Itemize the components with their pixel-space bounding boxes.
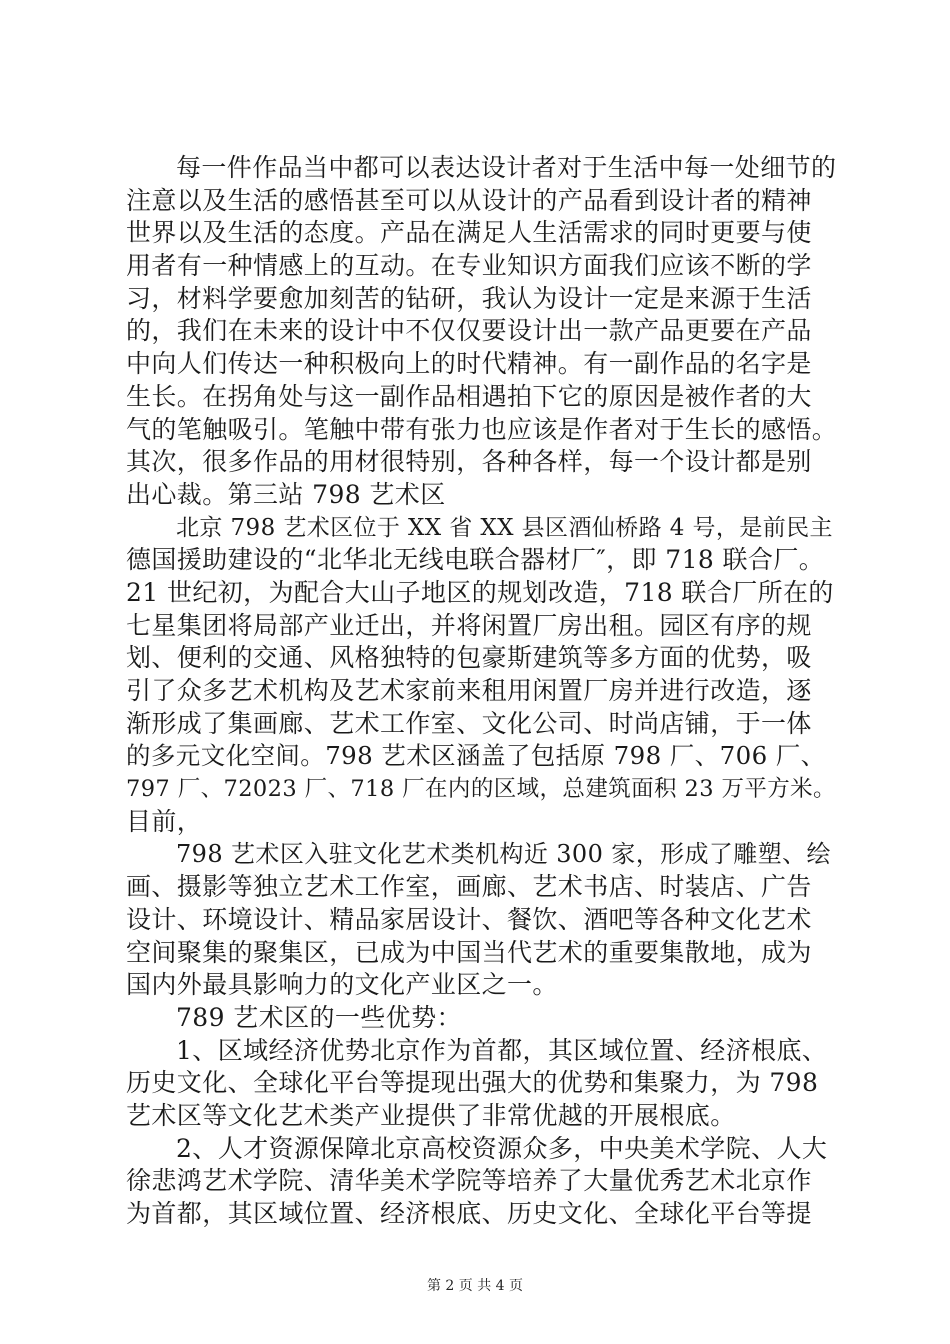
text-line: 798 艺术区入驻文化艺术类机构近 300 家，形成了雕塑、绘	[176, 840, 831, 869]
text-line: 生长。在拐角处与这一副作品相遇拍下它的原因是被作者的大	[126, 381, 812, 411]
text-line: 21 世纪初，为配合大山子地区的规划改造，718 联合厂所在的	[126, 577, 834, 607]
text-line: 设计、环境设计、精品家居设计、餐饮、酒吧等各种文化艺术	[126, 904, 812, 934]
text-line: 世界以及生活的态度。产品在满足人生活需求的同时更要与使	[126, 218, 812, 248]
text-line: 气的笔触吸引。笔触中带有张力也应该是作者对于生长的感悟。	[126, 414, 838, 444]
text-line: 国内外最具影响力的文化产业区之一。	[126, 970, 558, 1000]
text-line: 七星集团将局部产业迁出，并将闲置厂房出租。园区有序的规	[126, 610, 812, 640]
text-line: 习，材料学要愈加刻苦的钻研，我认为设计一定是来源于生活	[126, 283, 812, 313]
text-line: 历史文化、全球化平台等提现出强大的优势和集聚力，为 798	[126, 1068, 819, 1098]
text-line: 其次，很多作品的用材很特别，各种各样，每一个设计都是别	[126, 447, 812, 477]
text-line: 中向人们传达一种积极向上的时代精神。有一副作品的名字是	[126, 349, 812, 379]
text-line: 每一件作品当中都可以表达设计者对于生活中每一处细节的	[176, 153, 837, 182]
page-number-footer: 第 2 页 共 4 页	[426, 1278, 524, 1294]
text-line: 画、摄影等独立艺术工作室，画廊、艺术书店、时装店、广告	[126, 872, 812, 902]
text-line: 划、便利的交通、风格独特的包豪斯建筑等多方面的优势，吸	[126, 643, 812, 673]
text-line: 2、人才资源保障北京高校资源众多，中央美术学院、人大	[176, 1133, 828, 1163]
text-line: 出心裁。第三站 798 艺术区	[126, 479, 446, 509]
text-line: 注意以及生活的感悟甚至可以从设计的产品看到设计者的精神	[126, 185, 812, 215]
text-line: 艺术区等文化艺术类产业提供了非常优越的开展根底。	[126, 1100, 736, 1130]
text-line: 渐形成了集画廊、艺术工作室、文化公司、时尚店铺，于一体	[126, 708, 812, 738]
text-line: 德国援助建设的“北华北无线电联合器材厂″，即 718 联合厂。	[126, 545, 825, 575]
text-line: 1、区域经济优势北京作为首都，其区域位置、经济根底、	[176, 1035, 828, 1065]
text-line: 的，我们在未来的设计中不仅仅要设计出一款产品更要在产品	[126, 316, 812, 346]
text-line: 用者有一种情感上的互动。在专业知识方面我们应该不断的学	[126, 251, 812, 281]
text-line: 引了众多艺术机构及艺术家前来租用闲置厂房并进行改造，逐	[126, 676, 812, 705]
text-line: 的多元文化空间。798 艺术区涵盖了包括原 798 厂、706 厂、	[126, 741, 826, 771]
text-line: 797 厂、72023 厂、718 厂在内的区域，总建筑面积 23 万平方米。	[126, 776, 836, 803]
text-line: 空间聚集的聚集区，已成为中国当代艺术的重要集散地，成为	[126, 937, 812, 967]
text-line: 为首都，其区域位置、经济根底、历史文化、全球化平台等提	[126, 1199, 812, 1228]
text-line: 徐悲鸿艺术学院、清华美术学院等培养了大量优秀艺术北京作	[126, 1166, 812, 1196]
text-line: 北京 798 艺术区位于 XX 省 XX 县区酒仙桥路 4 号，是前民主	[176, 514, 833, 541]
text-line: 目前，	[126, 806, 203, 836]
document-body	[126, 152, 838, 1231]
text-line: 789 艺术区的一些优势：	[176, 1002, 462, 1032]
